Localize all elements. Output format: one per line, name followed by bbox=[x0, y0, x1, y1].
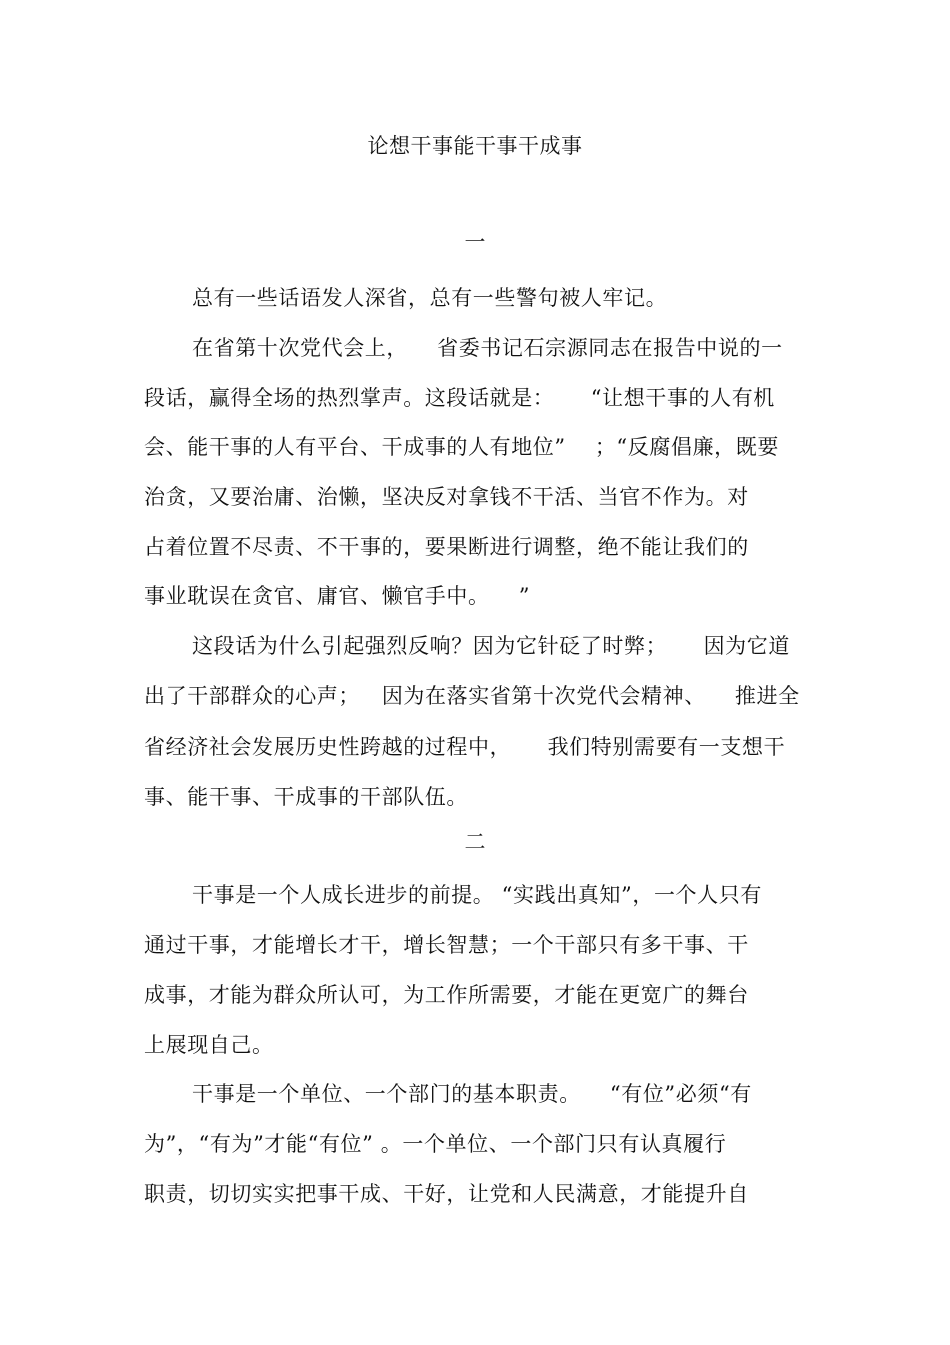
paragraph-line: 总有一些话语发人深省，总有一些警句被人牢记。 bbox=[192, 286, 668, 310]
paragraph-line: 上展现自己。 bbox=[144, 1033, 274, 1057]
paragraph-line: 省经济社会发展历史性跨越的过程中， 我们特别需要有一支想干 bbox=[144, 735, 786, 759]
paragraph-line: 占着位置不尽责、不干事的，要果断进行调整，绝不能让我们的 bbox=[144, 535, 749, 559]
paragraph-line: 为”，“有为”才能“有位” 。一个单位、一个部门只有认真履行 bbox=[144, 1132, 727, 1156]
paragraph-line: 段话，赢得全场的热烈掌声。这段话就是： “让想干事的人有机 bbox=[144, 386, 775, 410]
section-number-two: 二 bbox=[464, 830, 486, 854]
paragraph-line: 成事，才能为群众所认可，为工作所需要，才能在更宽广的舞台 bbox=[144, 983, 749, 1007]
document-title: 论想干事能干事干成事 bbox=[367, 134, 583, 158]
paragraph-line: 干事是一个人成长进步的前提。 “实践出真知”，一个人只有 bbox=[192, 883, 762, 907]
paragraph-line: 这段话为什么引起强烈反响？因为它针砭了时弊； 因为它道 bbox=[192, 634, 790, 658]
paragraph-line: 出了干部群众的心声； 因为在落实省第十次党代会精神、 推进全 bbox=[144, 684, 800, 708]
paragraph-line: 事业耽误在贪官、庸官、懒官手中。 ” bbox=[144, 584, 531, 608]
section-number-one: 一 bbox=[464, 230, 486, 254]
paragraph-line: 通过干事，才能增长才干，增长智慧；一个干部只有多干事、干 bbox=[144, 933, 749, 957]
paragraph-line: 干事是一个单位、一个部门的基本职责。 “有位”必须“有 bbox=[192, 1082, 752, 1106]
paragraph-line: 事、能干事、干成事的干部队伍。 bbox=[144, 785, 468, 809]
paragraph-line: 在省第十次党代会上， 省委书记石宗源同志在报告中说的一 bbox=[192, 336, 783, 360]
paragraph-line: 治贪，又要治庸、治懒，坚决反对拿钱不干活、当官不作为。对 bbox=[144, 485, 749, 509]
paragraph-line: 职责，切切实实把事干成、干好，让党和人民满意，才能提升自 bbox=[144, 1182, 749, 1206]
paragraph-line: 会、能干事的人有平台、干成事的人有地位” ；“反腐倡廉，既要 bbox=[144, 435, 779, 459]
